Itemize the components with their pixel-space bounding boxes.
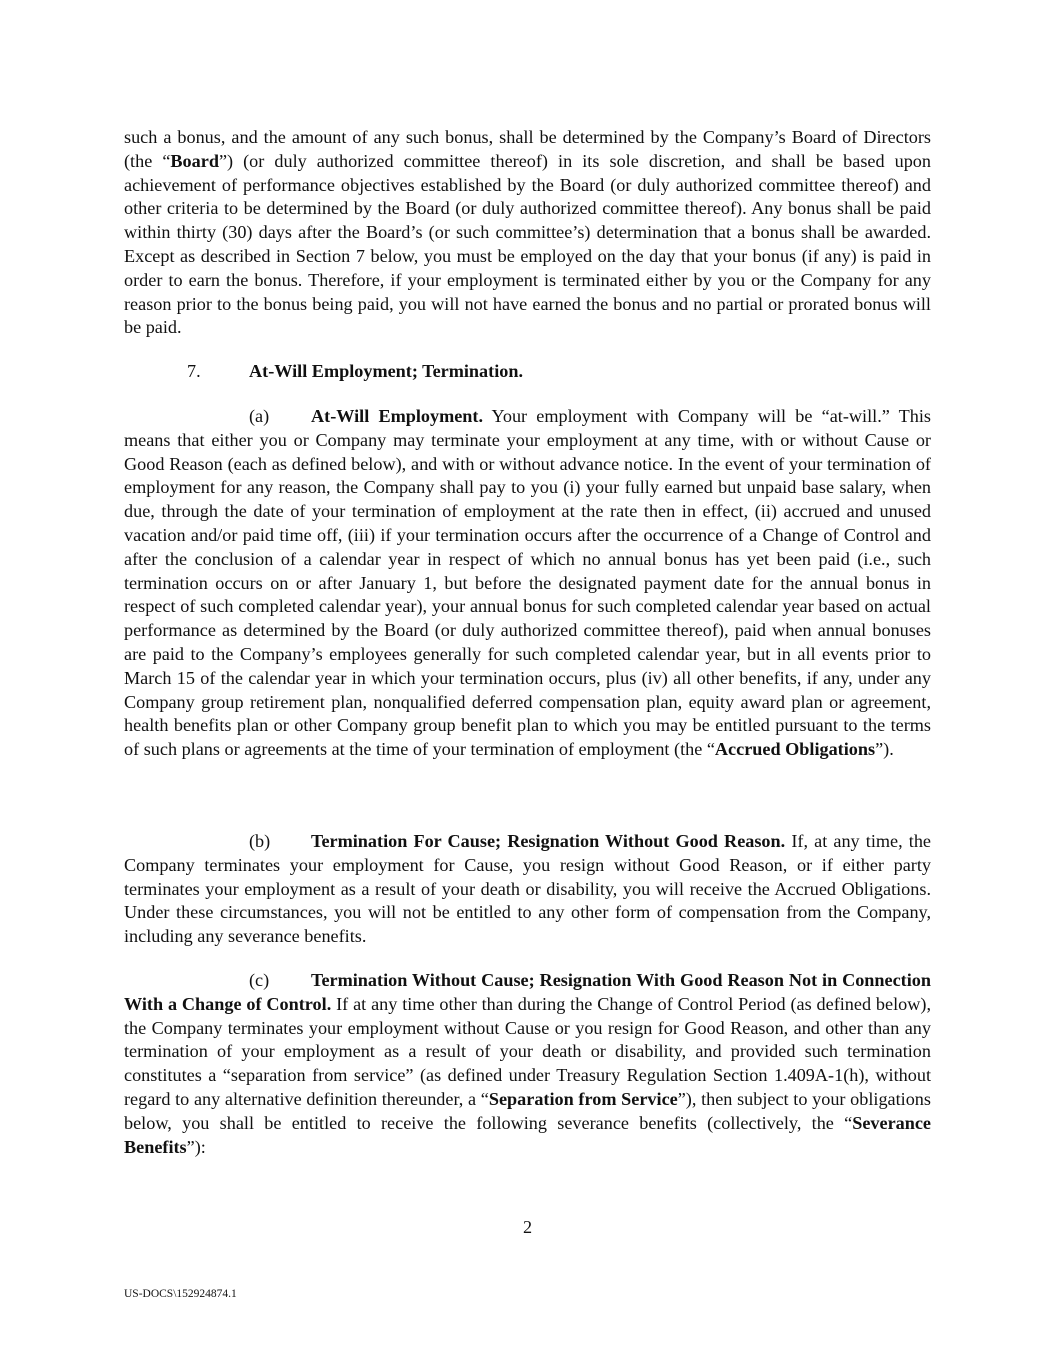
text-run: ”) (or duly authorized committee thereof) in its sole discretion, and shall be based upon achievement of performance objectives established by the Board (or duly authorized committee thereof) and other criteria to be determined by the Board (or duly authorized committee thereof). Any bonus shall be paid within thirty (30) days after the Board’s (or such committee’s) determination that a bonus shall be awarded. Except as described in Section 7 below, you must be employed on the day that your bonus (if any) is paid in order to earn the bonus. Therefore, if your employment is terminated either by you or the Company for any reason prior to the bonus being paid, you will not have earned the bonus and no partial or prorated bonus will be paid. (124, 150, 931, 338)
section-number: 7. (187, 361, 201, 381)
paragraph-label: (b) (249, 831, 271, 851)
text-run: If, at any time, the Company terminates your employment for Cause, you resign without Good Reason, or if either party terminates your employment as a result of your death or disability, you will receive the Accrued Obligations. Under these circumstances, you will not be entitled to any other form of compensation from the Company, including any severance benefits. (124, 831, 932, 947)
paragraph-c-termination-without-cause (124, 969, 931, 1159)
document-id: US-DOCS\152924874.1 (124, 1288, 237, 1300)
paragraph-label: (a) (249, 406, 270, 426)
text-run: ”), then subject to your obligations below, you shall be entitled to receive the following severance benefits (collectively, the “ (124, 1088, 931, 1133)
section-7-heading (187, 360, 887, 384)
paragraph-b-termination-for-cause (124, 830, 931, 949)
section-title: At-Will Employment; Termination. (249, 361, 524, 381)
page-number: 2 (522, 1217, 533, 1237)
paragraph-a-at-will (124, 405, 931, 762)
defined-term-board: Board (170, 150, 219, 171)
text-run: Your employment with Company will be “at-will.” This means that either you or Company may terminate your employment at any time, with or without Cause or Good Reason (each as defined below), and with or without advance notice. In the event of your termination of employment for any reason, the Company shall pay to you (i) your fully earned but unpaid base salary, when due, through the date of your termination of employment at the rate then in effect, (ii) accrued and unused vacation and/or paid time off, (iii) if your termination occurs after the occurrence of a Change of Control and after the conclusion of a calendar year in respect of which no annual bonus has yet been paid (i.e., such termination occurs on or after January 1, but before the designated payment date for the annual bonus in respect of such completed calendar year), your annual bonus for such completed calendar year based on actual performance as determined by the Board (or duly authorized committee thereof), paid when annual bonuses are paid to the Company’s employees generally for such completed calendar year, but in all events prior to March 15 of the calendar year in which your termination occurs, plus (iv) all other benefits, if any, under any Company group retirement plan, nonqualified deferred compensation plan, equity award plan or agreement, health benefits plan or other Company group benefit plan to which you may be entitled pursuant to the terms of such plans or agreements at the time of your termination of employment (the “ (124, 406, 931, 760)
text-run: ”): (186, 1136, 206, 1157)
paragraph-heading: Termination Without Cause; Resignation With Good Reason Not in Connection With a Change of Control. (124, 970, 931, 1014)
paragraph-label: (c) (249, 970, 270, 990)
paragraph-heading: Termination For Cause; Resignation Without Good Reason. (311, 831, 786, 851)
defined-term-severance-benefits: Severance Benefits (124, 1112, 931, 1157)
paragraph-heading: At-Will Employment. (311, 406, 484, 426)
defined-term-separation-from-service: Separation from Service (488, 1088, 678, 1109)
paragraph-bonus-continuation (124, 126, 931, 340)
defined-term-accrued-obligations: Accrued Obligations (714, 739, 876, 760)
text-run: such a bonus, and the amount of any such bonus, shall be determined by the Company’s Board of Directors (the “ (124, 127, 931, 171)
text-run: If at any time other than during the Change of Control Period (as defined below), the Company terminates your employment without Cause or you resign for Good Reason, and other than any termination of your employment as a result of your death or disability, and provided such termination constitutes a “separation from service” (as defined under Treasury Regulation Section 1.409A-1(h), without regard to any alternative definition thereunder, a “ (124, 993, 931, 1109)
text-run: ”). (875, 739, 894, 760)
